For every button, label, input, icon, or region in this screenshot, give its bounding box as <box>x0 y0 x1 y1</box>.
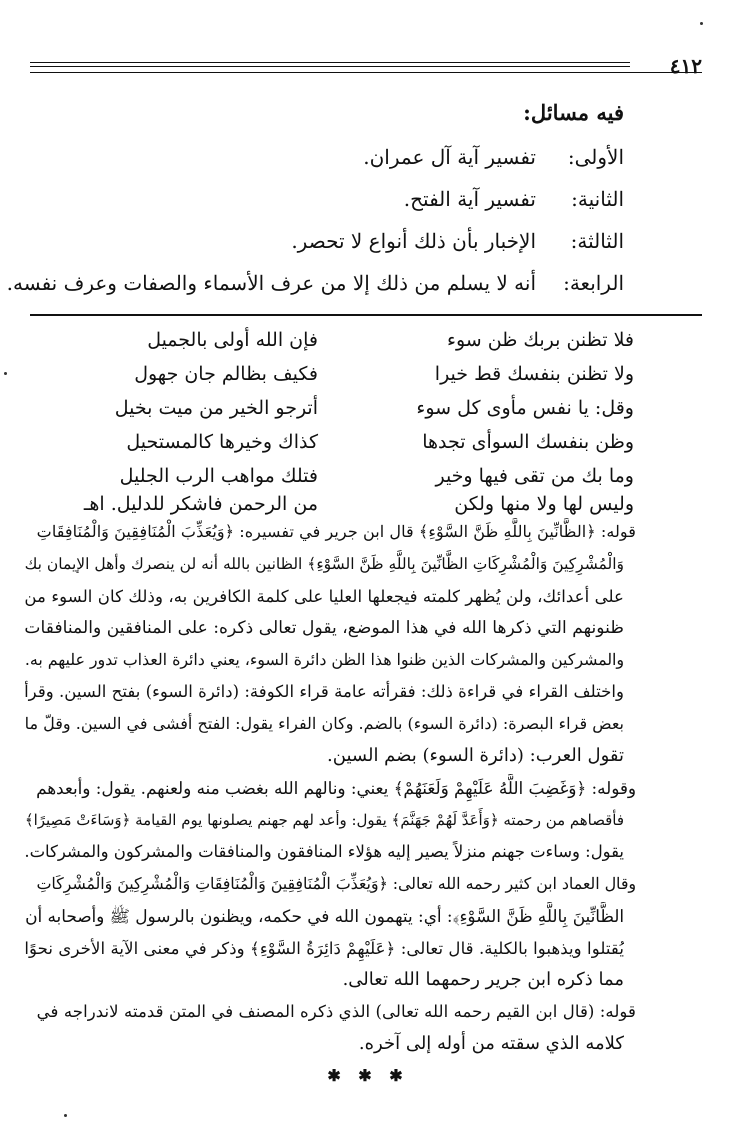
poem-verse-right: وقل: يا نفس مأوى كل سوء <box>416 397 634 419</box>
poem-verse-right: فلا تظنن بربك ظن سوء <box>447 329 634 351</box>
poem-verse-right: ولا تظنن بنفسك قط خيرا <box>434 363 634 385</box>
header-rule-middle <box>30 66 630 67</box>
body-line: الظَّانِّينَ بِاللَّهِ ظَنَّ السَّوْءِ﴾: أي: يتهمون الله في حكمه، ويظنون بالرسول ﷺ وأصحابه أن <box>25 906 624 926</box>
body-line: يقول: وساءت جهنم منزلاً يصير إليه هؤلاء المنافقون والمنافقات والمشركون والمشركات. <box>24 842 624 861</box>
issue-label-4: الرابعة: <box>563 271 624 295</box>
body-line: وَالْمُشْرِكِينَ وَالْمُشْرِكَاتِ الظَّانِّينَ بِاللَّهِ ظَنَّ السَّوْءِ﴾ الظانين بالله أنه لن ينصرك وأهل الإيمان بك <box>24 555 624 573</box>
poem-verse-left: فكيف بظالم جان جهول <box>134 363 318 385</box>
scan-speck <box>64 1114 67 1117</box>
body-line: ظنونهم التي ذكرها الله في هذا الموضع، يقول تعالى ذكره: على المنافقين والمنافقات <box>24 618 624 638</box>
issues-heading: فيه مسائل: <box>523 100 624 125</box>
issue-label-1: الأولى: <box>567 145 624 169</box>
poem-verse-left: أترجو الخير من ميت بخيل <box>114 397 318 419</box>
poem-verse-right: وظن بنفسك السوأى تجدها <box>422 431 634 453</box>
body-line: وقوله: ﴿وَغَضِبَ اللَّهُ عَلَيْهِمْ وَلَعَنَهُمْ﴾ يعني: ونالهم الله بغضب منه ولعنهم. يقول: وأبعدهم <box>36 778 636 798</box>
header-rule-bottom <box>30 72 702 73</box>
section-separator <box>30 314 702 316</box>
poem-verse-right: وليس لها ولا منها ولكن <box>454 493 634 515</box>
poem-verse-right: وما بك من تقى فيها وخير <box>435 465 634 487</box>
issue-text-3: الإخبار بأن ذلك أنواع لا تحصر. <box>291 229 536 253</box>
issue-label-3: الثالثة: <box>570 229 624 253</box>
body-line: فأقصاهم من رحمته ﴿وَأَعَدَّ لَهُمْ جَهَنَّمَ﴾ يقول: وأعد لهم جهنم يصلونها يوم القيامة ﴿وَسَاءَتْ مَصِيرًا﴾ <box>24 811 624 829</box>
body-line: مما ذكره ابن جرير رحمهما الله تعالى. <box>342 969 624 990</box>
body-line: وقال العماد ابن كثير رحمه الله تعالى: ﴿وَيُعَذِّبَ الْمُنَافِقِينَ وَالْمُنَافِقَاتِ وَالْمُشْرِكِينَ وَالْمُشْرِكَاتِ <box>36 874 636 893</box>
poem-verse-left: من الرحمن فاشكر للدليل. اهـ <box>83 493 318 515</box>
body-line: قوله: ﴿الظَّانِّينَ بِاللَّهِ ظَنَّ السَّوْءِ﴾ قال ابن جرير في تفسيره: ﴿وَيُعَذِّبَ الْمُنَافِقِينَ وَالْمُنَافِقَاتِ <box>36 522 636 541</box>
poem-verse-left: فتلك مواهب الرب الجليل <box>119 465 318 487</box>
poem-verse-left: كذاك وخيرها كالمستحيل <box>126 431 318 453</box>
issue-label-2: الثانية: <box>571 187 624 211</box>
scan-speck <box>4 372 7 375</box>
scan-speck <box>700 22 703 25</box>
section-end-stars: ✱ ✱ ✱ <box>327 1066 409 1085</box>
body-line: تقول العرب: (دائرة السوء) بضم السين. <box>327 745 624 766</box>
body-line: والمشركين والمشركات الذين ظنوا هذا الظن دائرة السوء، يعني دائرة العذاب تدور عليهم به. <box>24 650 624 669</box>
body-line: بعض قراء البصرة: (دائرة السوء) بالضم. وكان الفراء يقول: الفتح أفشى في السين. وقلّ ما <box>24 714 624 733</box>
header-rule-top <box>30 62 630 63</box>
page-number: ٤١٢ <box>669 54 702 78</box>
issue-text-2: تفسير آية الفتح. <box>403 187 536 211</box>
body-line: قوله: (قال ابن القيم رحمه الله تعالى) الذي ذكره المصنف في المتن قدمته لاندراجه في <box>36 1002 636 1021</box>
issue-text-1: تفسير آية آل عمران. <box>363 145 536 169</box>
body-line: يُقتلوا ويذهبوا بالكلية. قال تعالى: ﴿عَلَيْهِمْ دَائِرَةُ السَّوْءِ﴾ وذكر في معنى الآية الأخرى نحوًا <box>24 938 624 958</box>
poem-verse-left: فإن الله أولى بالجميل <box>147 329 318 351</box>
body-line: كلامه الذي سقته من أوله إلى آخره. <box>358 1033 624 1054</box>
issue-text-4: أنه لا يسلم من ذلك إلا من عرف الأسماء والصفات وعرف نفسه. <box>6 271 536 295</box>
body-line: واختلف القراء في قراءة ذلك: فقرأته عامة قراء الكوفة: (دائرة السوء) بفتح السين. وقرأ <box>24 682 624 701</box>
body-line: على أعدائك، ولن يُظهر كلمته فيجعلها العليا على كلمة الكافرين به، وذلك كان السوء من <box>24 586 624 606</box>
